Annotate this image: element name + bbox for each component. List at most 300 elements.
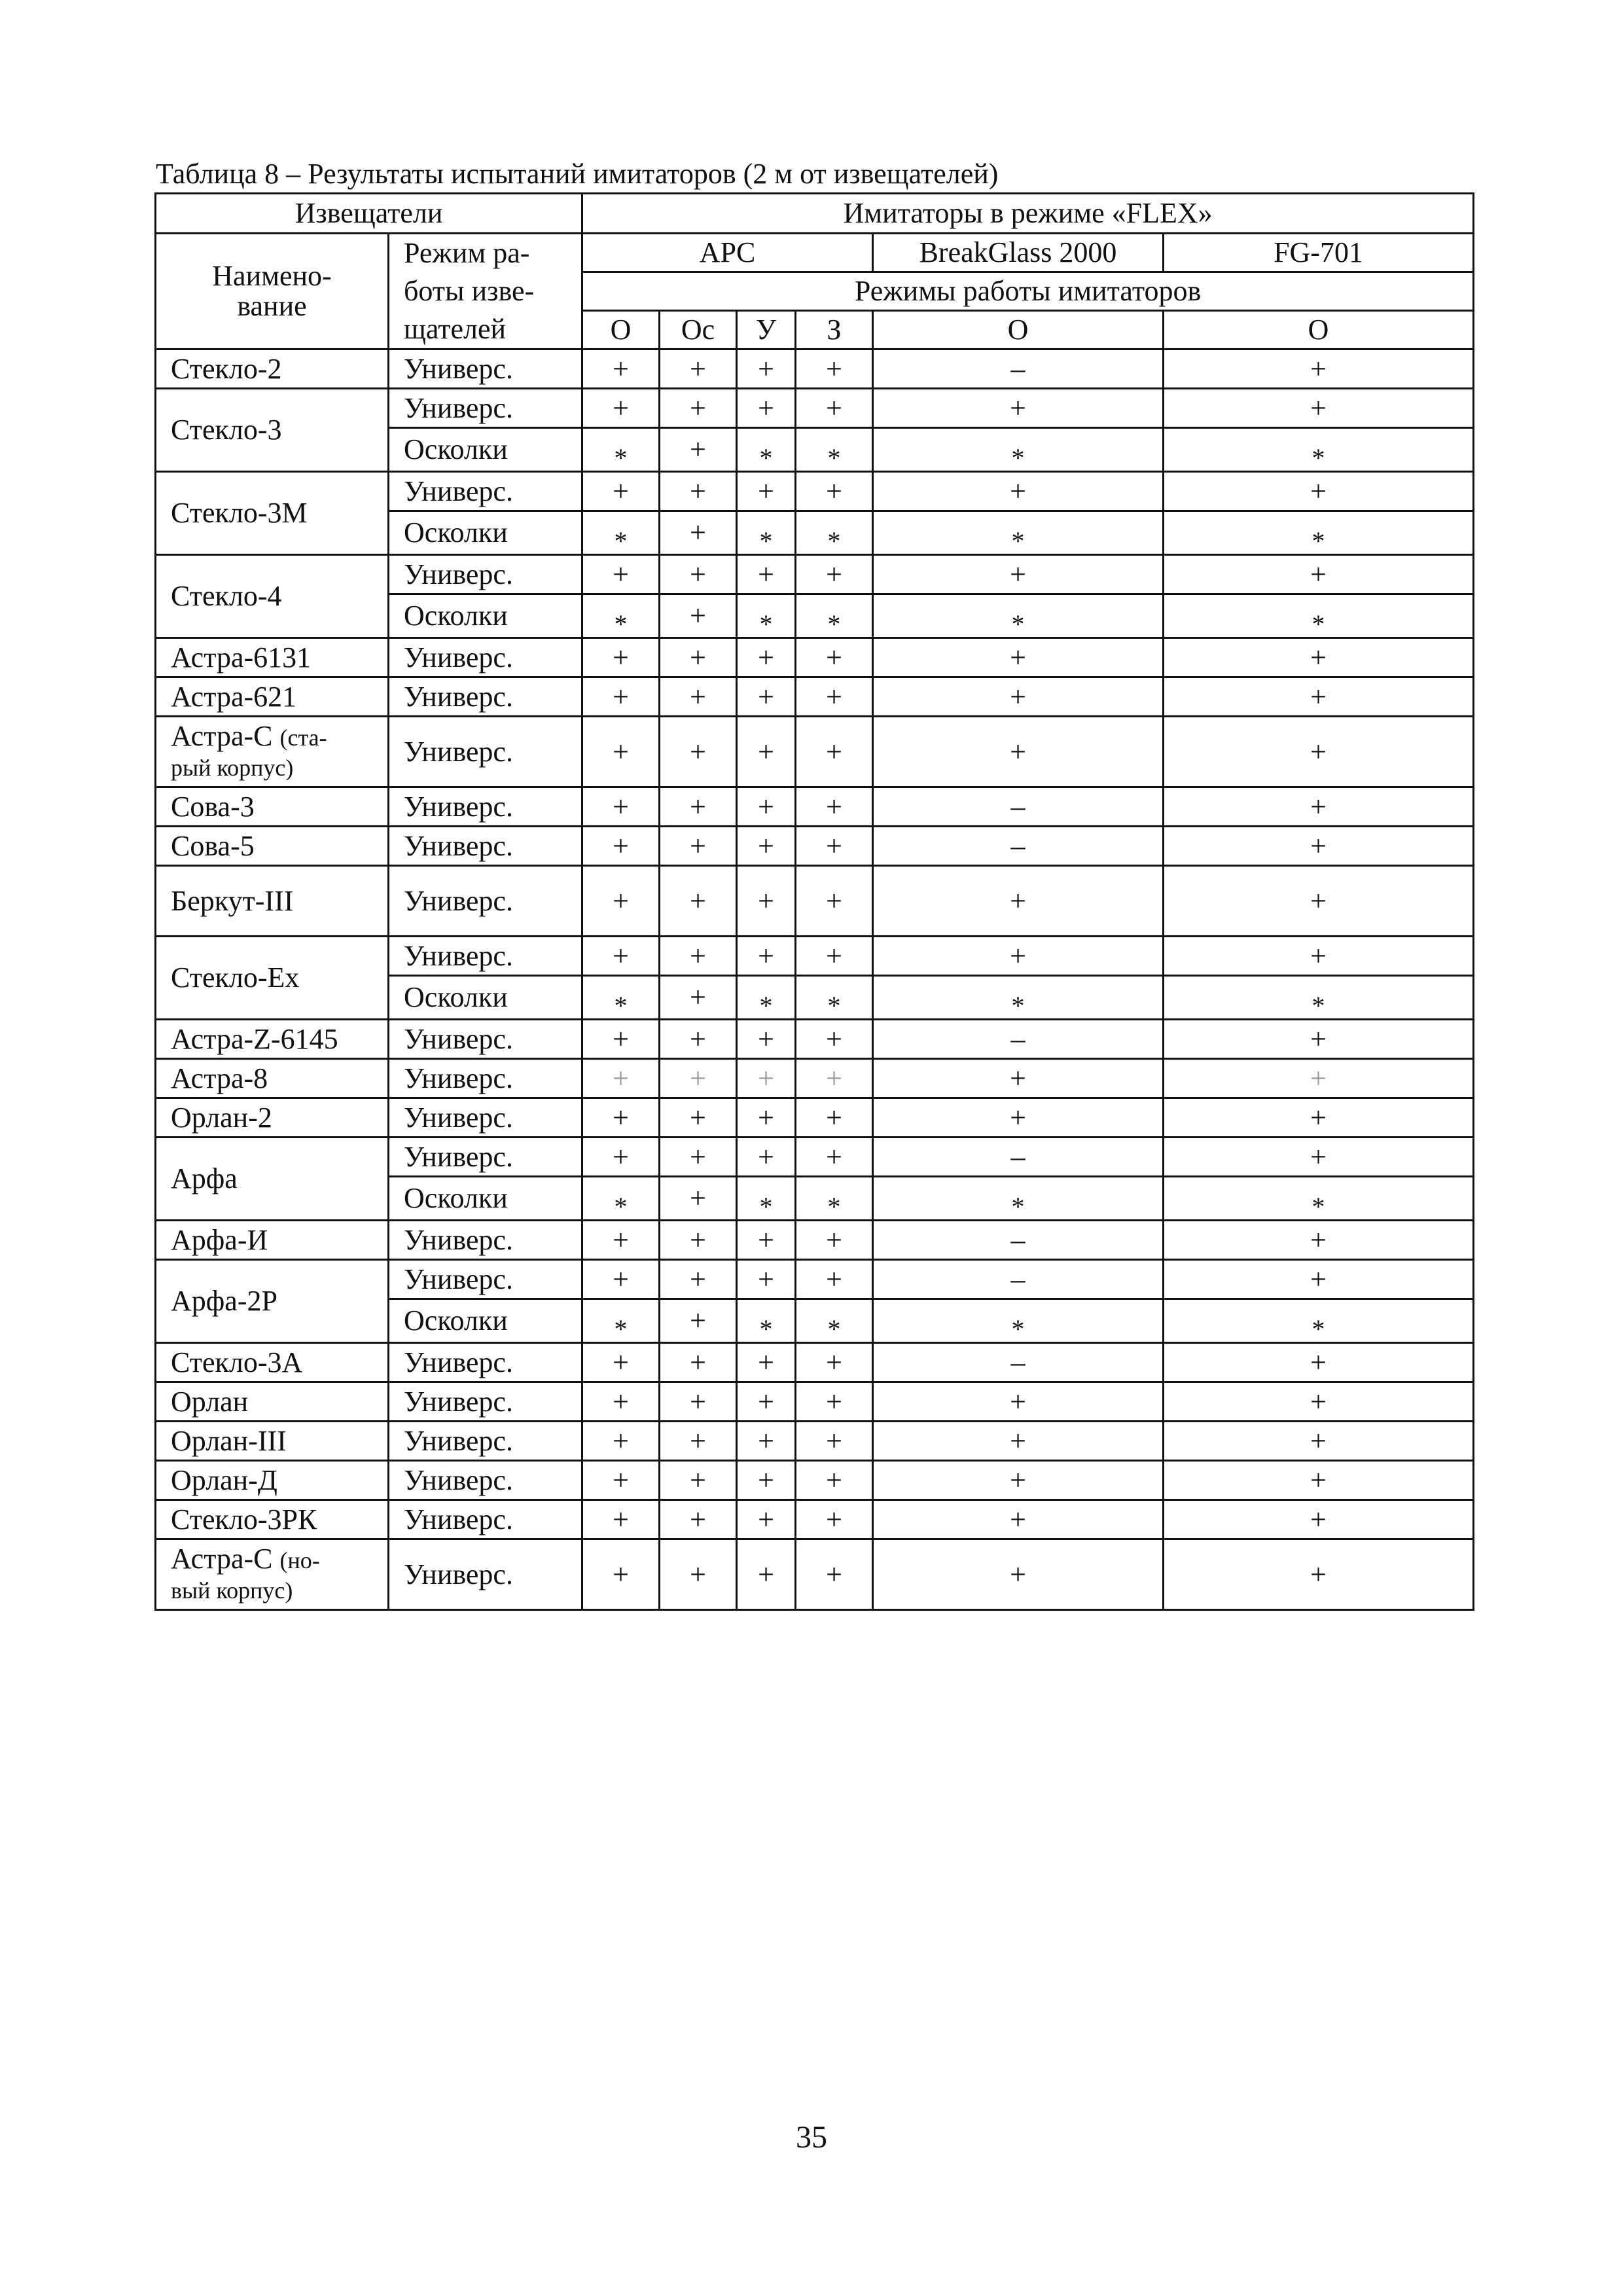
result-cell <box>796 555 873 594</box>
table-row <box>156 350 1474 389</box>
table-row <box>156 389 1474 428</box>
result-cell <box>737 389 796 428</box>
result-cell <box>582 1059 660 1098</box>
results-table <box>154 192 1474 1611</box>
result-plus: + <box>826 735 842 768</box>
result-plus: + <box>690 1263 706 1295</box>
result-cell <box>1164 555 1474 594</box>
result-star: * <box>759 990 773 1020</box>
result-plus: + <box>1310 680 1327 713</box>
result-plus: + <box>1310 1101 1327 1134</box>
result-plus: + <box>690 433 706 465</box>
result-plus: + <box>690 1182 706 1214</box>
result-cell <box>796 1461 873 1500</box>
detector-name-text: Стекло-3РК <box>171 1503 317 1535</box>
detector-name-text: Стекло-4 <box>171 580 282 612</box>
table-row <box>156 866 1474 937</box>
result-plus: + <box>690 1022 706 1055</box>
detector-mode: Универс. <box>389 677 582 717</box>
detector-name-text: Стекло-3М <box>171 497 308 529</box>
detector-name <box>156 1500 389 1539</box>
result-plus: + <box>826 939 842 972</box>
result-cell <box>796 511 873 555</box>
result-plus: + <box>690 981 706 1013</box>
result-cell <box>582 1422 660 1461</box>
result-plus: + <box>1310 1223 1327 1256</box>
result-cell <box>796 389 873 428</box>
result-plus: + <box>826 1463 842 1496</box>
result-cell <box>582 1020 660 1059</box>
result-cell <box>1164 976 1474 1020</box>
header-row-2 <box>156 234 1474 272</box>
result-cell <box>737 1500 796 1539</box>
result-star: * <box>759 1191 773 1221</box>
result-cell <box>796 1020 873 1059</box>
detector-mode: Универс. <box>389 866 582 937</box>
result-cell <box>737 1020 796 1059</box>
header-mode <box>389 234 582 350</box>
result-cell <box>582 717 660 787</box>
result-plus: + <box>758 884 774 917</box>
detector-name <box>156 1020 389 1059</box>
result-plus: + <box>758 1022 774 1055</box>
result-cell <box>582 1260 660 1299</box>
result-plus: + <box>758 558 774 590</box>
result-star: * <box>1011 442 1025 473</box>
result-plus: + <box>690 352 706 385</box>
result-plus: + <box>1010 558 1026 590</box>
result-cell <box>582 827 660 866</box>
detector-name-text: Стекло-2 <box>171 352 282 385</box>
result-plus: + <box>690 1346 706 1378</box>
result-star: * <box>1011 990 1025 1020</box>
result-star: * <box>1311 609 1325 639</box>
result-plus: + <box>613 1140 629 1173</box>
detector-name-text: Орлан-2 <box>171 1101 272 1134</box>
result-plus: + <box>690 1304 706 1336</box>
result-cell <box>1164 1098 1474 1138</box>
result-cell <box>737 1098 796 1138</box>
header-detectors: Извещатели <box>156 194 582 234</box>
result-plus: + <box>690 1223 706 1256</box>
table-row <box>156 472 1474 511</box>
result-plus: + <box>613 558 629 590</box>
result-cell <box>796 866 873 937</box>
result-cell <box>660 511 737 555</box>
result-plus: + <box>1310 641 1327 673</box>
result-plus: + <box>758 1101 774 1134</box>
result-cell <box>873 594 1164 638</box>
result-cell <box>873 1299 1164 1343</box>
result-minus: – <box>1010 829 1026 862</box>
result-cell <box>660 1260 737 1299</box>
detector-mode: Универс. <box>389 1461 582 1500</box>
result-cell <box>582 594 660 638</box>
table-caption: Таблица 8 – Результаты испытаний имитаторов (2 м от извещателей) <box>156 158 999 190</box>
result-minus: – <box>1010 352 1026 385</box>
result-plus: + <box>613 1223 629 1256</box>
result-plus: + <box>826 680 842 713</box>
result-cell <box>1164 1059 1474 1098</box>
result-cell <box>1164 1020 1474 1059</box>
detector-name <box>156 1059 389 1098</box>
result-plus: + <box>690 790 706 823</box>
result-plus: + <box>690 735 706 768</box>
result-minus: – <box>1010 1346 1026 1378</box>
result-cell <box>582 350 660 389</box>
table-row <box>156 677 1474 717</box>
result-cell <box>1164 638 1474 677</box>
result-star: * <box>759 442 773 473</box>
result-plus: + <box>1010 884 1026 917</box>
result-cell <box>737 1461 796 1500</box>
result-cell <box>660 937 737 976</box>
result-cell <box>1164 1500 1474 1539</box>
table-row <box>156 1059 1474 1098</box>
result-plus: + <box>758 1140 774 1173</box>
result-plus: + <box>613 475 629 507</box>
result-cell <box>873 976 1164 1020</box>
header-row-1 <box>156 194 1474 234</box>
result-cell <box>582 1221 660 1260</box>
result-cell <box>737 350 796 389</box>
result-star: * <box>827 1314 841 1344</box>
result-cell <box>873 1500 1164 1539</box>
detector-name <box>156 638 389 677</box>
detector-mode: Универс. <box>389 937 582 976</box>
result-cell <box>737 976 796 1020</box>
result-cell <box>582 1343 660 1382</box>
result-star: * <box>614 526 628 556</box>
result-plus: + <box>613 1385 629 1418</box>
result-plus: + <box>826 1385 842 1418</box>
result-plus: + <box>758 1223 774 1256</box>
result-plus: + <box>1310 1503 1327 1535</box>
detector-name-text: Орлан <box>171 1385 249 1418</box>
result-cell <box>873 787 1164 827</box>
detector-mode: Универс. <box>389 389 582 428</box>
result-cell <box>796 638 873 677</box>
result-cell <box>873 389 1164 428</box>
result-cell <box>582 787 660 827</box>
result-plus: + <box>758 1463 774 1496</box>
result-cell <box>1164 1461 1474 1500</box>
detector-name-text: Стекло-3 <box>171 414 282 446</box>
result-cell <box>737 472 796 511</box>
result-plus: + <box>1310 1385 1327 1418</box>
result-star: * <box>614 609 628 639</box>
result-star: * <box>827 609 841 639</box>
result-plus: + <box>613 391 629 424</box>
result-cell <box>796 1138 873 1177</box>
result-plus: + <box>826 1263 842 1295</box>
result-plus: + <box>1310 790 1327 823</box>
result-plus: + <box>613 1503 629 1535</box>
result-cell <box>796 472 873 511</box>
result-plus: + <box>690 1424 706 1457</box>
result-cell <box>660 389 737 428</box>
detector-name <box>156 1098 389 1138</box>
result-plus: + <box>613 1346 629 1378</box>
result-plus: + <box>1010 1385 1026 1418</box>
result-star: * <box>1311 526 1325 556</box>
result-plus: + <box>826 790 842 823</box>
result-cell <box>582 1382 660 1422</box>
detector-note: вый корпус) <box>171 1577 293 1604</box>
result-minus: – <box>1010 1140 1026 1173</box>
header-sub-o: О <box>582 311 660 350</box>
detector-name <box>156 1539 389 1610</box>
result-plus: + <box>1310 1463 1327 1496</box>
header-fg701: FG-701 <box>1164 234 1474 272</box>
result-cell <box>873 827 1164 866</box>
result-cell <box>796 1098 873 1138</box>
result-cell <box>582 1098 660 1138</box>
result-cell <box>582 866 660 937</box>
result-plus: + <box>613 1463 629 1496</box>
result-cell <box>1164 827 1474 866</box>
result-cell <box>737 717 796 787</box>
header-mode-line3: щателей <box>404 313 507 345</box>
detector-mode: Универс. <box>389 1059 582 1098</box>
result-plus: + <box>826 391 842 424</box>
result-plus: + <box>1010 735 1026 768</box>
result-cell <box>873 350 1164 389</box>
result-plus: + <box>1310 1263 1327 1295</box>
result-cell <box>873 1422 1164 1461</box>
detector-name <box>156 1260 389 1343</box>
result-cell <box>582 511 660 555</box>
header-name-line2: вание <box>237 290 307 322</box>
result-plus: + <box>1010 641 1026 673</box>
result-plus: + <box>826 352 842 385</box>
result-plus: + <box>1010 1503 1026 1535</box>
result-cell <box>1164 787 1474 827</box>
result-plus: + <box>826 558 842 590</box>
result-plus: + <box>613 829 629 862</box>
header-sub-fg-o: О <box>1164 311 1474 350</box>
result-plus: + <box>758 641 774 673</box>
result-star: * <box>1011 1191 1025 1221</box>
result-star: * <box>1011 526 1025 556</box>
result-plus: + <box>758 1062 774 1094</box>
result-plus: + <box>826 1223 842 1256</box>
result-plus: + <box>1310 1022 1327 1055</box>
result-plus: + <box>613 884 629 917</box>
detector-mode: Универс. <box>389 555 582 594</box>
detector-name <box>156 350 389 389</box>
header-breakglass: BreakGlass 2000 <box>873 234 1164 272</box>
result-cell <box>873 472 1164 511</box>
result-cell <box>796 717 873 787</box>
result-cell <box>660 1422 737 1461</box>
result-plus: + <box>613 1101 629 1134</box>
header-sub-os: Ос <box>660 311 737 350</box>
result-plus: + <box>826 1022 842 1055</box>
detector-name <box>156 1422 389 1461</box>
result-plus: + <box>1310 475 1327 507</box>
result-cell <box>1164 1422 1474 1461</box>
result-star: * <box>1311 1314 1325 1344</box>
result-star: * <box>614 442 628 473</box>
result-cell <box>1164 472 1474 511</box>
detector-name <box>156 937 389 1020</box>
result-cell <box>1164 937 1474 976</box>
result-cell <box>873 1020 1164 1059</box>
table-row <box>156 1221 1474 1260</box>
detector-name-text: Орлан-III <box>171 1424 287 1457</box>
result-plus: + <box>826 1558 842 1590</box>
result-cell <box>660 1138 737 1177</box>
result-cell <box>873 1382 1164 1422</box>
result-minus: – <box>1010 790 1026 823</box>
result-cell <box>737 1299 796 1343</box>
result-plus: + <box>690 391 706 424</box>
result-cell <box>660 1221 737 1260</box>
header-name-line1: Наимено- <box>212 260 332 292</box>
result-cell <box>737 1138 796 1177</box>
result-cell <box>737 1059 796 1098</box>
result-plus: + <box>1310 1424 1327 1457</box>
result-plus: + <box>690 475 706 507</box>
result-cell <box>873 1221 1164 1260</box>
result-plus: + <box>758 1558 774 1590</box>
header-simulators: Имитаторы в режиме «FLEX» <box>582 194 1474 234</box>
result-cell <box>796 1539 873 1610</box>
result-cell <box>1164 1343 1474 1382</box>
detector-note: рый корпус) <box>171 754 294 781</box>
result-cell <box>873 555 1164 594</box>
detector-name-text: Стекло-3А <box>171 1346 303 1378</box>
result-plus: + <box>1310 558 1327 590</box>
result-plus: + <box>1310 391 1327 424</box>
result-plus: + <box>1310 1140 1327 1173</box>
result-plus: + <box>826 1346 842 1378</box>
detector-name-text: Сова-3 <box>171 790 255 823</box>
result-cell <box>660 1382 737 1422</box>
result-minus: – <box>1010 1022 1026 1055</box>
result-cell <box>1164 1221 1474 1260</box>
result-star: * <box>1311 990 1325 1020</box>
result-cell <box>1164 1138 1474 1177</box>
detector-name <box>156 1221 389 1260</box>
result-cell <box>737 787 796 827</box>
result-plus: + <box>1010 939 1026 972</box>
result-plus: + <box>690 1463 706 1496</box>
result-plus: + <box>690 1062 706 1094</box>
result-cell <box>660 677 737 717</box>
result-plus: + <box>613 641 629 673</box>
result-plus: + <box>1310 829 1327 862</box>
result-cell <box>737 511 796 555</box>
result-cell <box>660 827 737 866</box>
result-cell <box>582 1299 660 1343</box>
detector-mode: Универс. <box>389 717 582 787</box>
result-plus: + <box>758 1385 774 1418</box>
result-cell <box>582 472 660 511</box>
result-cell <box>873 1059 1164 1098</box>
result-cell <box>873 1138 1164 1177</box>
result-plus: + <box>826 1101 842 1134</box>
result-star: * <box>1311 1191 1325 1221</box>
detector-name <box>156 1343 389 1382</box>
table-row <box>156 638 1474 677</box>
detector-name <box>156 1461 389 1500</box>
result-plus: + <box>613 1424 629 1457</box>
detector-mode: Универс. <box>389 1343 582 1382</box>
result-cell <box>873 638 1164 677</box>
result-cell <box>660 1299 737 1343</box>
result-plus: + <box>758 1263 774 1295</box>
result-cell <box>873 1260 1164 1299</box>
detector-mode: Осколки <box>389 511 582 555</box>
result-cell <box>737 1539 796 1610</box>
result-cell <box>873 937 1164 976</box>
detector-name <box>156 1382 389 1422</box>
result-cell <box>737 638 796 677</box>
detector-mode: Универс. <box>389 1422 582 1461</box>
result-cell <box>582 1500 660 1539</box>
result-cell <box>1164 717 1474 787</box>
result-cell <box>1164 1260 1474 1299</box>
result-cell <box>660 472 737 511</box>
result-plus: + <box>1010 1062 1026 1094</box>
result-cell <box>1164 428 1474 472</box>
result-star: * <box>614 990 628 1020</box>
table-row <box>156 1138 1474 1177</box>
detector-name-text: Астра-8 <box>171 1062 268 1094</box>
result-plus: + <box>758 352 774 385</box>
detector-mode: Осколки <box>389 1177 582 1221</box>
detector-mode: Универс. <box>389 1382 582 1422</box>
result-cell <box>1164 1382 1474 1422</box>
result-cell <box>737 937 796 976</box>
result-plus: + <box>758 735 774 768</box>
result-cell <box>796 937 873 976</box>
detector-note: (но- <box>279 1547 320 1573</box>
result-plus: + <box>613 1062 629 1094</box>
result-cell <box>660 350 737 389</box>
result-cell <box>660 1177 737 1221</box>
result-star: * <box>759 1314 773 1344</box>
result-plus: + <box>1010 391 1026 424</box>
detector-name-text: Стекло-Ex <box>171 961 300 994</box>
result-plus: + <box>758 1346 774 1378</box>
result-plus: + <box>758 1503 774 1535</box>
result-plus: + <box>758 475 774 507</box>
result-cell <box>873 717 1164 787</box>
result-cell <box>873 428 1164 472</box>
result-cell <box>582 1461 660 1500</box>
result-cell <box>737 1422 796 1461</box>
header-sim-modes: Режимы работы имитаторов <box>582 272 1474 311</box>
result-plus: + <box>758 391 774 424</box>
detector-mode: Универс. <box>389 787 582 827</box>
result-plus: + <box>1310 1062 1327 1094</box>
result-cell <box>796 350 873 389</box>
result-plus: + <box>690 1140 706 1173</box>
result-cell <box>1164 866 1474 937</box>
detector-mode: Универс. <box>389 1020 582 1059</box>
result-cell <box>660 976 737 1020</box>
result-cell <box>582 1177 660 1221</box>
result-cell <box>796 594 873 638</box>
result-cell <box>582 638 660 677</box>
detector-name-text: Астра-С <box>171 1542 273 1575</box>
result-cell <box>1164 350 1474 389</box>
result-plus: + <box>690 1503 706 1535</box>
result-plus: + <box>826 641 842 673</box>
